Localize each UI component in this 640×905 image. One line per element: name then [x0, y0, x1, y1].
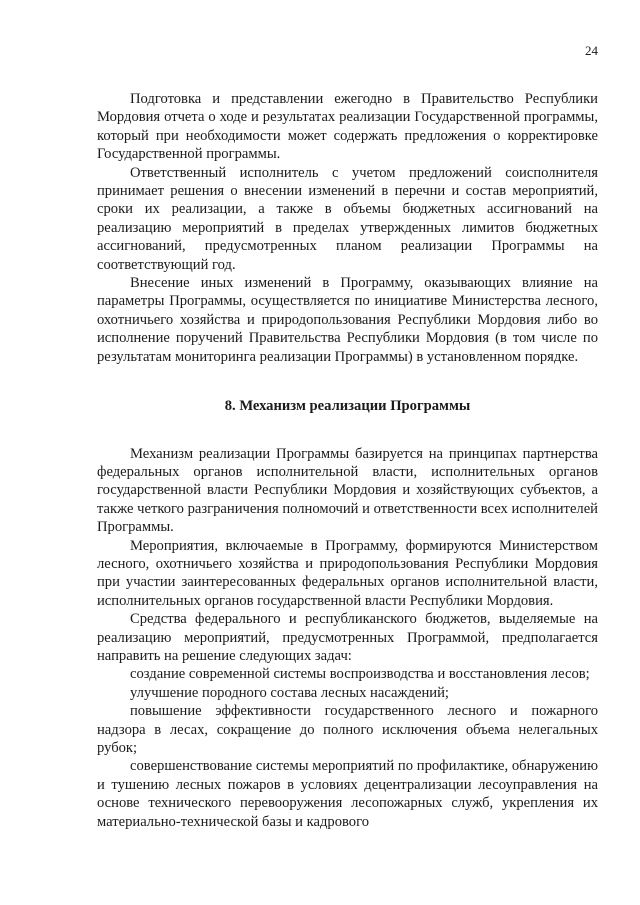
- section-heading: 8. Механизм реализации Программы: [224, 398, 471, 415]
- list-item: создание современной системы воспроизводства и восстановления лесов;: [130, 666, 590, 683]
- list-item: повышение эффективности государственного лесного и пожарного надзора в лесах, сокращение до полного исключения объема нелегальных рубок;: [97, 703, 598, 756]
- document-body: [97, 90, 598, 831]
- paragraph: Средства федерального и республиканского бюджетов, выделяемые на реализацию мероприятий, предусмотренных Программой, предполагается направить на решение следующих задач:: [97, 611, 598, 664]
- page-number: 24: [585, 43, 598, 58]
- paragraph: Мероприятия, включаемые в Программу, формируются Министерством лесного, охотничьего хозяйства и природопользования Республики Мордовия при участии заинтересованных федеральных органов исполнительной власти, исполнительных органов государственной власти Республики Мордовия.: [97, 537, 598, 609]
- list-item: совершенствование системы мероприятий по профилактике, обнаружению и тушению лесных пожаров в условиях децентрализации лесоуправления на основе технического перевооружения лесопожарных служб, укрепления их материально-технической базы и кадрового: [97, 758, 598, 830]
- paragraph: Подготовка и представлении ежегодно в Правительство Республики Мордовия отчета о ходе и результатах реализации Государственной программы, который при необходимости может содержать предложения о корректировке Государственной программы.: [97, 91, 598, 163]
- paragraph: Механизм реализации Программы базируется на принципах партнерства федеральных органов исполнительной власти, исполнительных органов государственной власти Республики Мордовия и хозяйствующих субъектов, а также четкого разграничения полномочий и ответственности всех исполнителей Программы.: [97, 445, 598, 536]
- paragraph: Внесение иных изменений в Программу, оказывающих влияние на параметры Программы, осуществляется по инициативе Министерства лесного, охотничьего хозяйства и природопользования Республики Мордовия либо во исполнение поручений Правительства Республики Мордовия (в том числе по результатам мониторинга реализации Программы) в установленном порядке.: [97, 275, 598, 365]
- paragraph: Ответственный исполнитель с учетом предложений соисполнителя принимает решения о внесении изменений в перечни и состав мероприятий, сроки их реализации, а также в объемы бюджетных ассигнований на реализацию мероприятий в пределах утвержденных лимитов бюджетных ассигнований, предусмотренных планом реализации Программы на соответствующий год.: [97, 164, 598, 273]
- list-item: улучшение породного состава лесных насаждений;: [130, 684, 449, 701]
